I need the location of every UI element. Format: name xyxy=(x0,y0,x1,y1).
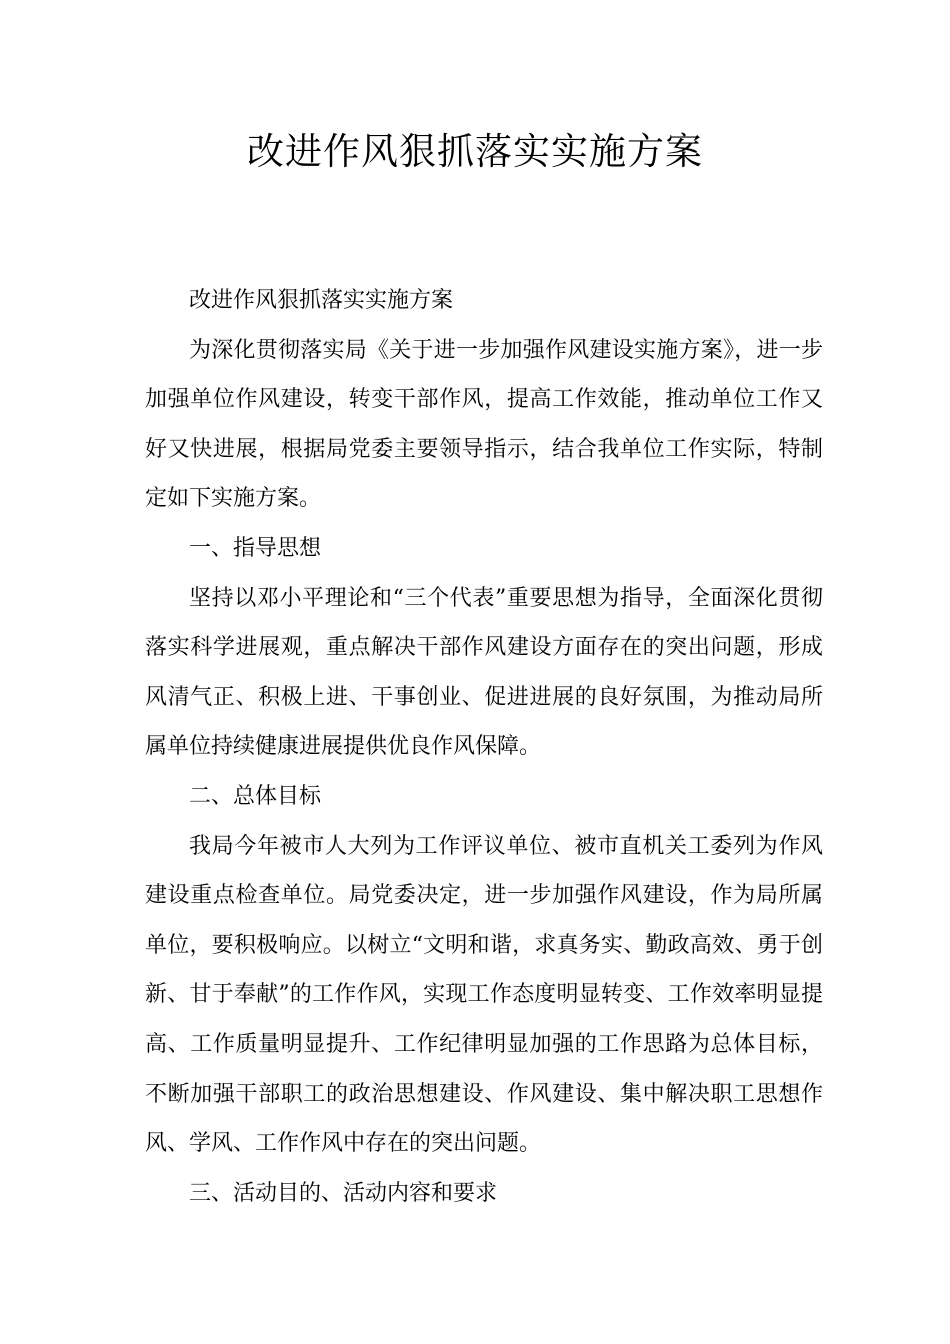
heading-overall-goal: 二、总体目标 xyxy=(189,783,322,809)
paragraph-subtitle: 改进作风狠抓落实实施方案 xyxy=(189,288,454,313)
document-body xyxy=(145,276,823,1218)
heading-activity-purpose: 三、活动目的、活动内容和要求 xyxy=(189,1180,498,1206)
paragraph-intro: 为深化贯彻落实局《关于进一步加强作风建设实施方案》，进一步加强单位作风建设，转变干部作风，提高工作效能，推动单位工作又好又快进展，根据局党委主要领导指示，结合我单位工作实际，特制定如下实施方案。 xyxy=(145,337,823,512)
paragraph-guiding-ideology: 坚持以邓小平理论和“三个代表”重要思想为指导，全面深化贯彻落实科学进展观，重点解决干部作风建设方面存在的突出问题，形成风清气正、积极上进、干事创业、促进进展的良好氛围，为推动局所属单位持续健康进展提供优良作风保障。 xyxy=(145,585,823,760)
paragraph-overall-goal: 我局今年被市人大列为工作评议单位、被市直机关工委列为作风建设重点检查单位。局党委决定，进一步加强作风建设，作为局所属单位，要积极响应。以树立“文明和谐，求真务实、勤政高效、勇于创新、甘于奉献”的工作作风，实现工作态度明显转变、工作效率明显提高、工作质量明显提升、工作纪律明显加强的工作思路为总体目标，不断加强干部职工的政治思想建设、作风建设、集中解决职工思想作风、学风、工作作风中存在的突出问题。 xyxy=(145,833,823,1157)
heading-guiding-ideology: 一、指导思想 xyxy=(189,535,322,561)
document-title: 改进作风狠抓落实实施方案 xyxy=(247,130,703,173)
